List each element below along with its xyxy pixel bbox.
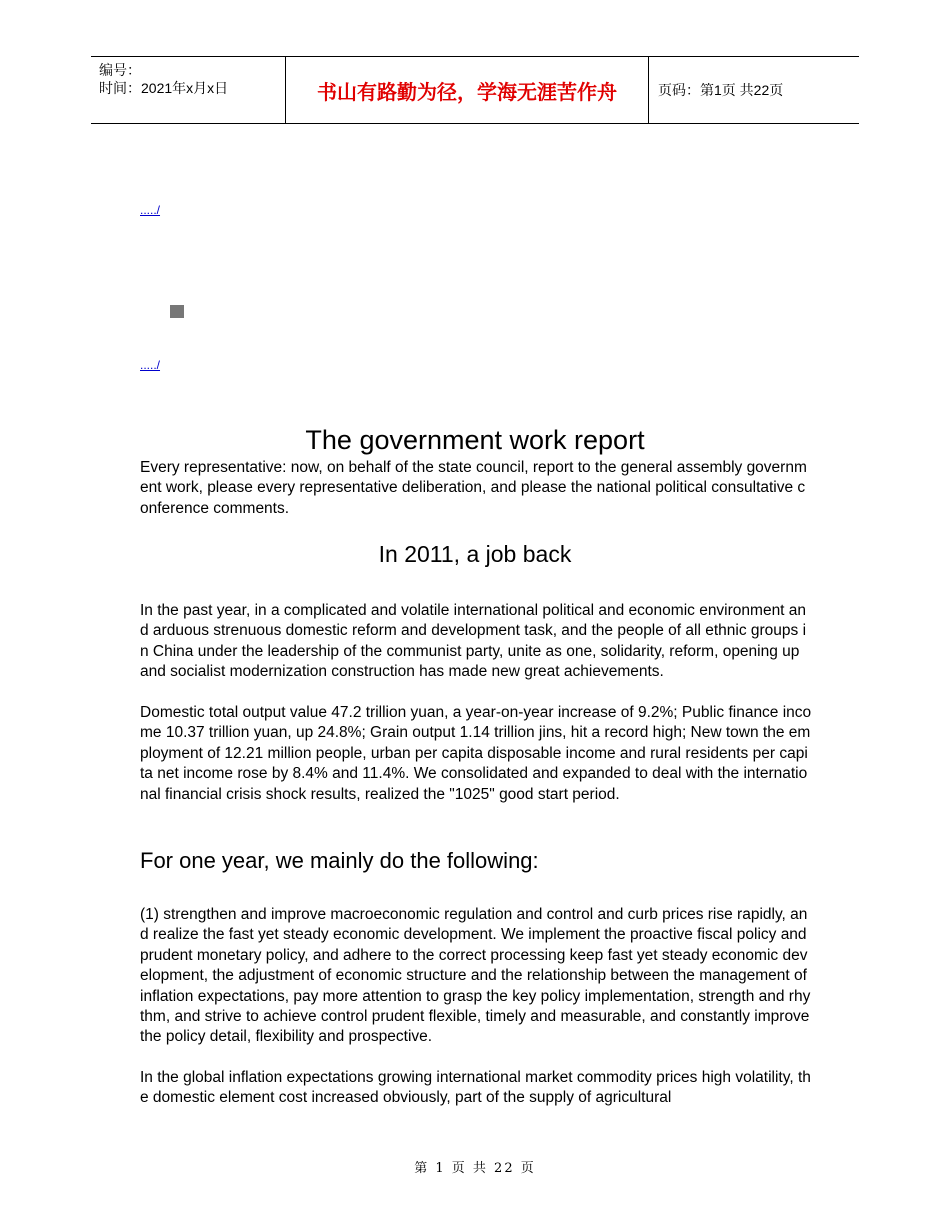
time-label: 时间：2021年x月x日 [99,80,229,96]
square-icon [170,305,184,318]
link-top[interactable]: ...../ [140,203,161,217]
header-meta [91,57,286,123]
paragraph-2: Domestic total output value 47.2 trillion yuan, a year-on-year increase of 9.2%; Public finance income 10.37 trillion yuan, up 24.8%; Grain output 1.14 trillion jins, hit a record high; New town the employment of 12.21 million people, urban per capita disposable income and rural residents per capita net income rose by 8.4% and 11.4%. We consolidated and expanded to deal with the international financial crisis shock results, realized the "1025" good start period. [140,704,812,803]
page-footer: 第 1 页 共 22 页 [414,1161,536,1176]
link-bottom[interactable]: ...../ [140,358,161,372]
number-label: 编号： [99,62,141,78]
document-header [91,56,859,124]
paragraph-1: In the past year, in a complicated and volatile international political and economic environment and arduous strenuous domestic reform and development task, and the people of all ethnic groups in China under the leadership of the communist party, unite as one, solidarity, reform, opening up and socialist modernization construction has made new great achievements. [140,602,807,681]
document-title: The government work report [305,425,645,455]
subheading: For one year, we mainly do the following: [140,848,539,873]
section-title: In 2011, a job back [378,541,572,567]
paragraph-3: (1) strengthen and improve macroeconomic regulation and control and curb prices rise rapidly, and realize the fast yet steady economic development. We implement the proactive fiscal policy and prudent monetary policy, and adhere to the correct processing keep fast yet steady economic development, the adjustment of economic structure and the relationship between the management of inflation expectations, pay more attention to grasp the key policy implementation, strength and rhythm, and strive to achieve control prudent flexible, timely and measurable, and constantly improve the policy detail, flexibility and prospective. [140,906,811,1046]
motto: 书山有路勤为径，学海无涯苦作舟 [317,79,617,104]
paragraph-4: In the global inflation expectations growing international market commodity prices high volatility, the domestic element cost increased obviously, part of the supply of agricultural [140,1069,811,1107]
header-motto-cell [286,57,649,123]
header-page-info: 页码：第1页 共22页 [658,82,784,98]
intro-paragraph: Every representative: now, on behalf of the state council, report to the general assembly government work, please every representative deliberation, and please the national political consultative conference comments. [140,459,807,517]
